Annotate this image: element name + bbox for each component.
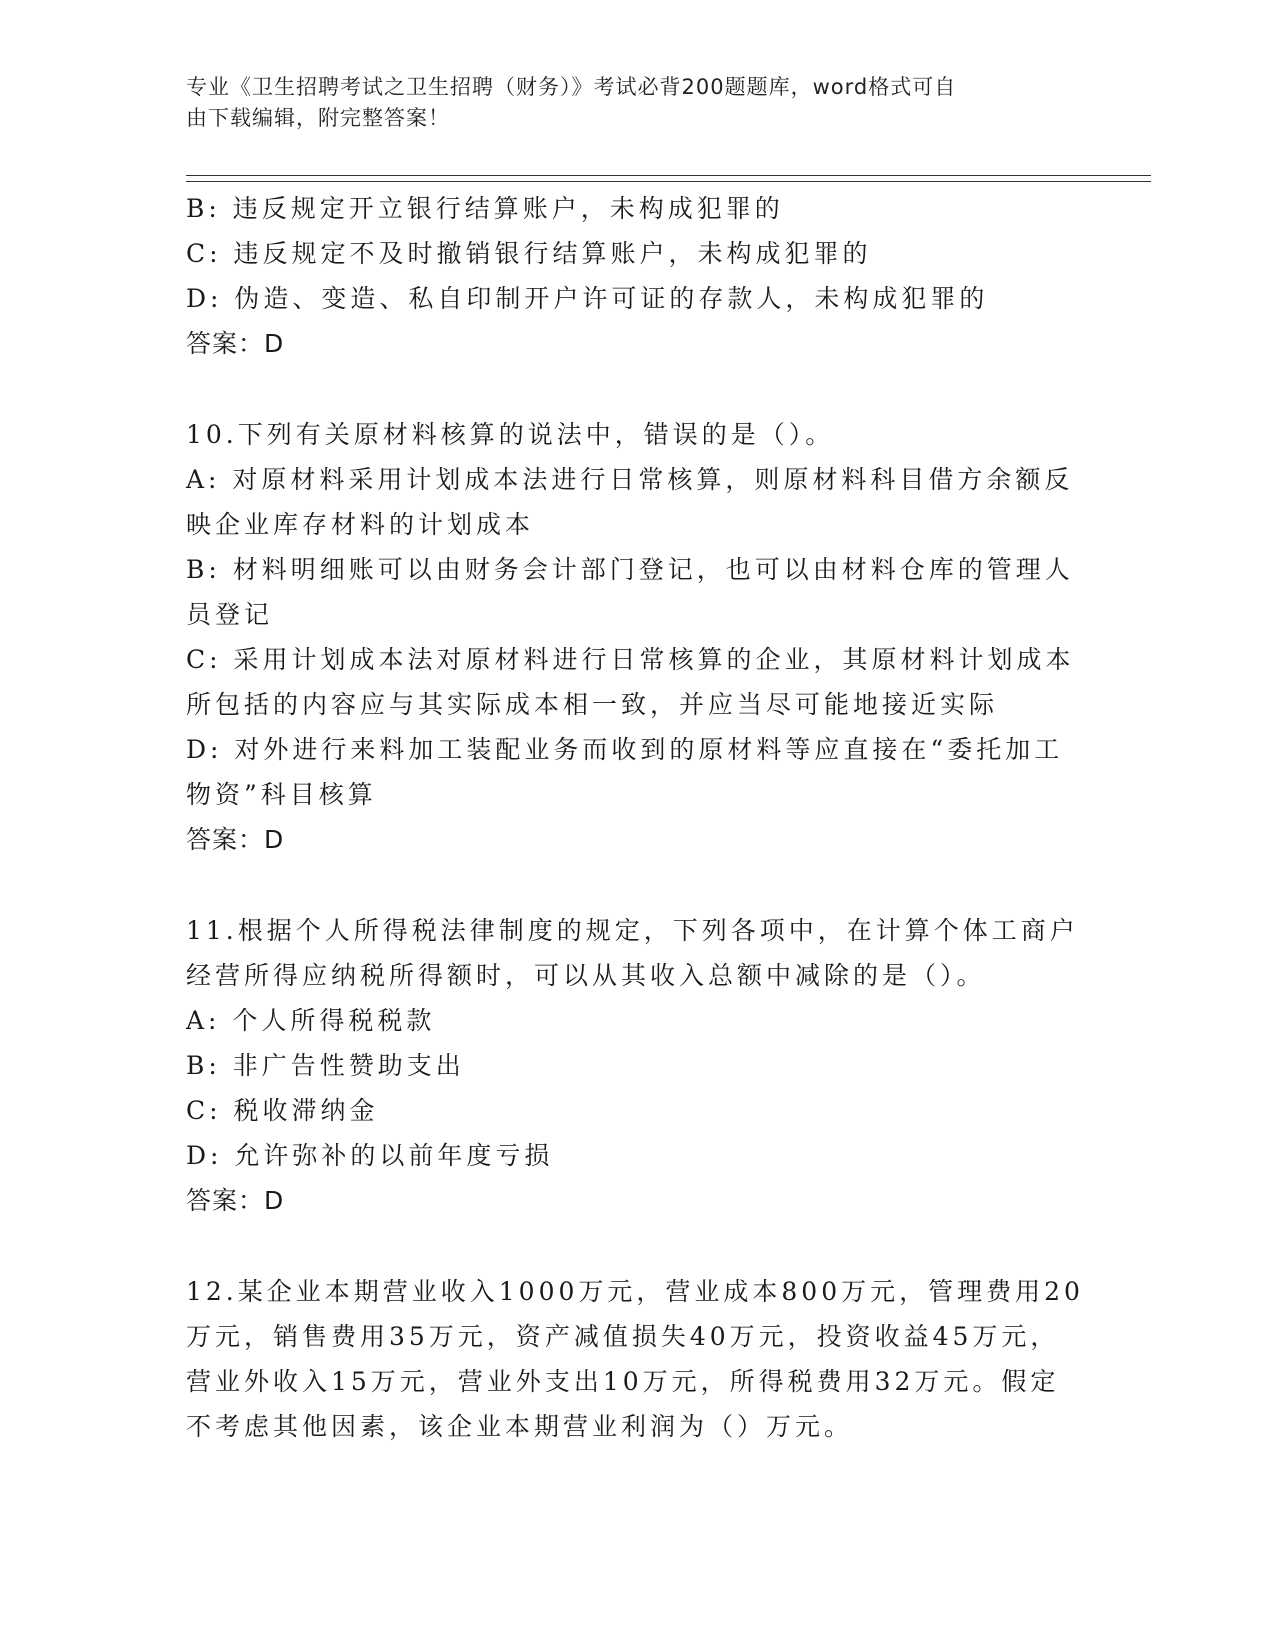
option-c: C: 违反规定不及时撤销银行结算账户，未构成犯罪的: [186, 239, 872, 268]
header-line-2: 由下载编辑，附完整答案！: [186, 106, 450, 130]
spacer: [186, 862, 1066, 908]
question-block-10: [186, 412, 1075, 862]
spacer: [186, 1223, 1066, 1269]
option-c-cont: 所包括的内容应与其实际成本相一致，并应当尽可能地接近实际: [186, 690, 999, 719]
document-body: [186, 186, 1084, 1449]
answer-line: 答案：D: [186, 1186, 285, 1215]
answer-line: 答案：D: [186, 329, 285, 358]
option-b-cont: 员登记: [186, 600, 274, 629]
question-stem-cont: 万元，销售费用35万元，资产减值损失40万元，投资收益45万元，: [186, 1322, 1060, 1351]
question-stem: 12.某企业本期营业收入1000万元，营业成本800万元，管理费用20: [186, 1277, 1084, 1306]
question-block-11: [186, 908, 1079, 1223]
question-stem: 11.根据个人所得税法律制度的规定，下列各项中，在计算个体工商户: [186, 916, 1079, 945]
option-c: C: 采用计划成本法对原材料进行日常核算的企业，其原材料计划成本: [186, 645, 1075, 674]
option-b: B: 非广告性赞助支出: [186, 1051, 465, 1080]
answer-line: 答案：D: [186, 825, 285, 854]
option-a-cont: 映企业库存材料的计划成本: [186, 510, 535, 539]
option-d: D: 伪造、变造、私自印制开户许可证的存款人，未构成犯罪的: [186, 284, 989, 313]
option-d: D: 允许弥补的以前年度亏损: [186, 1141, 554, 1170]
header-line-1: 专业《卫生招聘考试之卫生招聘（财务）》考试必背200题题库，word格式可自: [186, 75, 957, 99]
document-header: [186, 72, 1066, 134]
question-stem-cont: 经营所得应纳税所得额时，可以从其收入总额中减除的是（）。: [186, 961, 986, 990]
option-c: C: 税收滞纳金: [186, 1096, 379, 1125]
option-b: B: 违反规定开立银行结算账户，未构成犯罪的: [186, 194, 784, 223]
option-d: D: 对外进行来料加工装配业务而收到的原材料等应直接在“委托加工: [186, 735, 1064, 764]
option-a: A: 个人所得税税款: [186, 1006, 436, 1035]
spacer: [186, 366, 1066, 412]
header-divider-bottom: [186, 181, 1151, 182]
question-stem: 10.下列有关原材料核算的说法中，错误的是（）。: [186, 420, 835, 449]
question-stem-cont: 不考虑其他因素，该企业本期营业利润为（）万元。: [186, 1412, 854, 1441]
question-block-prev: [186, 186, 1066, 366]
option-a: A: 对原材料采用计划成本法进行日常核算，则原材料科目借方余额反: [186, 465, 1074, 494]
header-divider-top: [186, 175, 1151, 176]
option-d-cont: 物资”科目核算: [186, 780, 377, 809]
option-b: B: 材料明细账可以由财务会计部门登记，也可以由材料仓库的管理人: [186, 555, 1074, 584]
question-stem-cont: 营业外收入15万元，营业外支出10万元，所得税费用32万元。假定: [186, 1367, 1060, 1396]
question-block-12: [186, 1269, 1084, 1449]
